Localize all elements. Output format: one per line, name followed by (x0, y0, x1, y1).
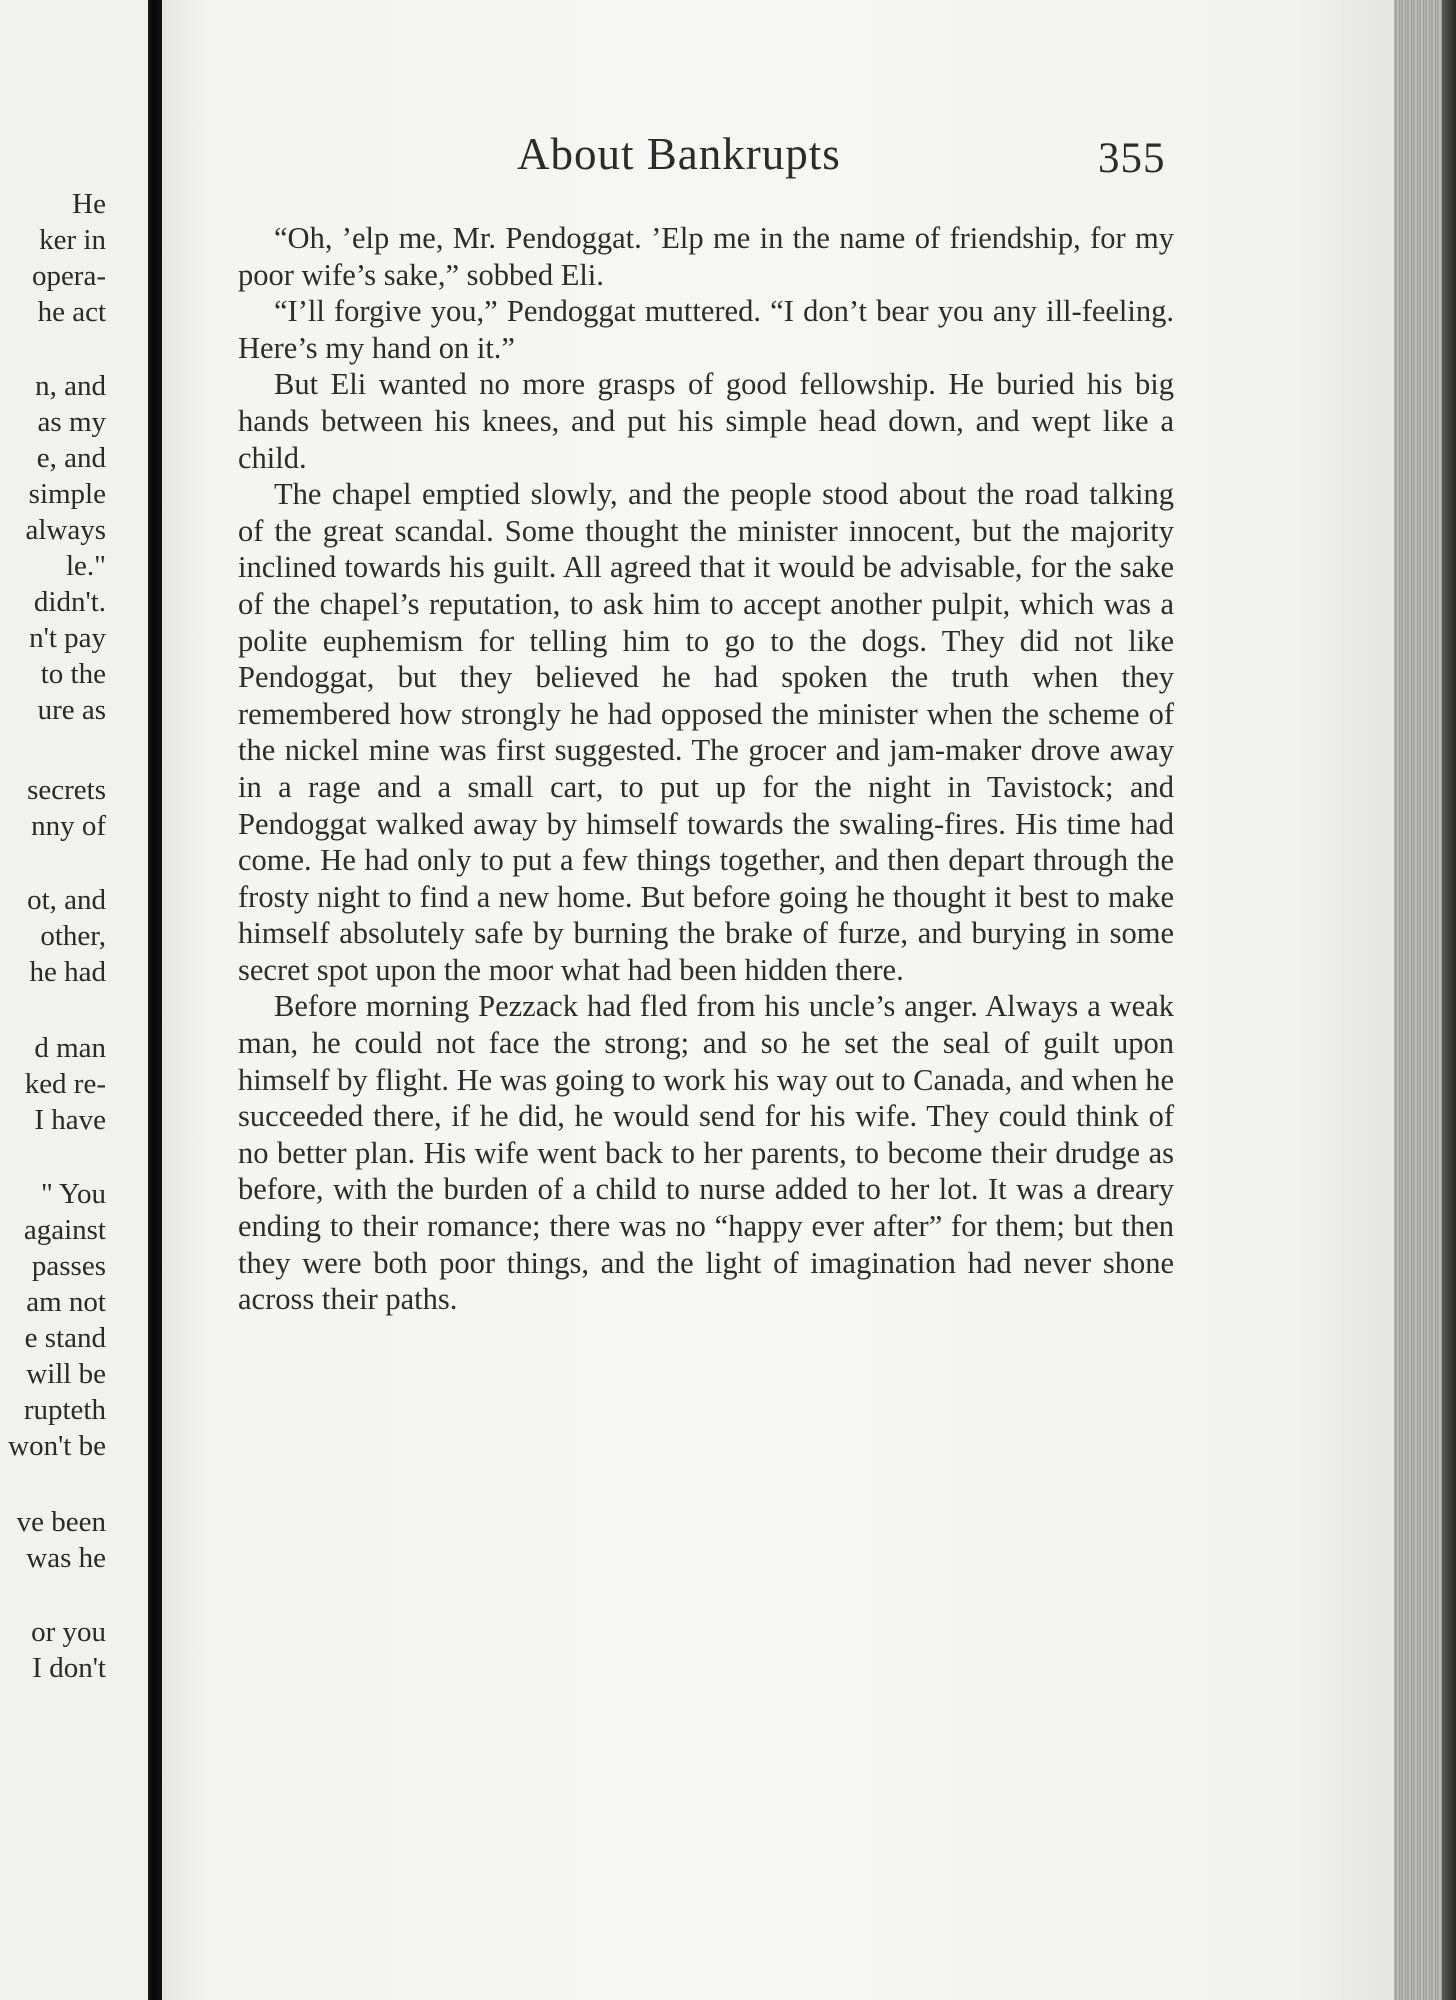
left-line: e, and (36, 442, 106, 474)
left-line: was he (26, 1542, 106, 1574)
left-line: secrets (27, 774, 106, 806)
left-line: didn't. (33, 586, 106, 618)
paragraph: “Oh, ’elp me, Mr. Pendoggat. ’Elp me in the name of friendship, for my poor wife’s sake,” sobbed Eli. (238, 221, 1174, 292)
left-line: le." (65, 550, 106, 582)
left-line: he had (29, 956, 106, 988)
page-number: 355 (1098, 135, 1166, 182)
paragraph: Before morning Pezzack had fled from his uncle’s anger. Always a weak man, he could not face the strong; and so he set the seal of guilt upon himself by flight. He was going to work his way out to Canada, and when he succeeded there, if he did, he would send for his wife. They could think of no better plan. His wife went back to her parents, to become their drudge as before, with the burden of a child to nurse added to her lot. It was a dreary ending to their romance; there was no “happy ever after” for them; but then they were both poor things, and the light of imagination had never shone across their paths. (238, 989, 1175, 1317)
paragraph: But Eli wanted no more grasps of good fellowship. He buried his big hands between his knees, and put his simple head down, and wept like a child. (238, 367, 1174, 475)
left-line: He (72, 188, 106, 220)
page-edges (1394, 0, 1456, 2000)
paragraph: “I’ll forgive you,” Pendoggat muttered. “I don’t bear you any ill-feeling. Here’s my hand on it.” (238, 294, 1174, 365)
left-line: or you (31, 1616, 106, 1648)
left-line: am not (26, 1286, 106, 1318)
left-line: n't pay (29, 622, 106, 654)
left-line: rupteth (23, 1394, 106, 1426)
left-line: ked re- (24, 1068, 106, 1100)
left-line: d man (34, 1032, 106, 1064)
left-page-fragment (0, 0, 148, 2000)
left-line: will be (26, 1358, 106, 1390)
left-line: always (25, 514, 106, 546)
left-line: ure as (37, 694, 106, 726)
left-line: won't be (8, 1430, 106, 1462)
left-line: e stand (24, 1322, 106, 1354)
running-head-title: About Bankrupts (517, 129, 841, 179)
left-line: against (23, 1214, 106, 1246)
left-line: other, (40, 920, 106, 952)
left-line: " You (40, 1178, 106, 1210)
left-line: I don't (32, 1652, 106, 1684)
left-line: n, and (35, 370, 106, 402)
left-line: ker in (39, 224, 106, 256)
left-line: I have (34, 1104, 106, 1136)
body-text (238, 220, 1174, 1318)
left-line: as my (37, 406, 106, 438)
right-page (162, 0, 1394, 2000)
paragraph: The chapel emptied slowly, and the people stood about the road talking of the great scandal. Some thought the minister innocent, but the majority inclined towards his guilt. All agreed that it would be advisable, for the sake of the chapel’s reputation, to ask him to accept another pulpit, which was a polite euphemism for telling him to go to the dogs. They did not like Pendoggat, but they believed he had spoken the truth when they remembered how strongly he had opposed the minister when the scheme of the nickel mine was first suggested. The grocer and jam-maker drove away in a rage and a small cart, to put up for the night in Tavistock; and Pendoggat walked away by himself towards the swaling-fires. His time had come. He had only to put a few things together, and then depart through the frosty night to find a new home. But before going he thought it best to make himself absolutely safe by burning the brake of furze, and burying in some secret spot upon the moor what had been hidden there. (238, 477, 1174, 987)
left-line: ve been (16, 1506, 106, 1538)
running-head (162, 128, 1394, 188)
left-line: nny of (31, 810, 106, 842)
left-line: he act (37, 296, 106, 328)
left-line: opera- (31, 260, 106, 292)
book-gutter (148, 0, 162, 2000)
left-line: to the (40, 658, 106, 690)
left-line: ot, and (27, 884, 106, 916)
left-line: passes (31, 1250, 106, 1282)
left-line: simple (28, 478, 106, 510)
